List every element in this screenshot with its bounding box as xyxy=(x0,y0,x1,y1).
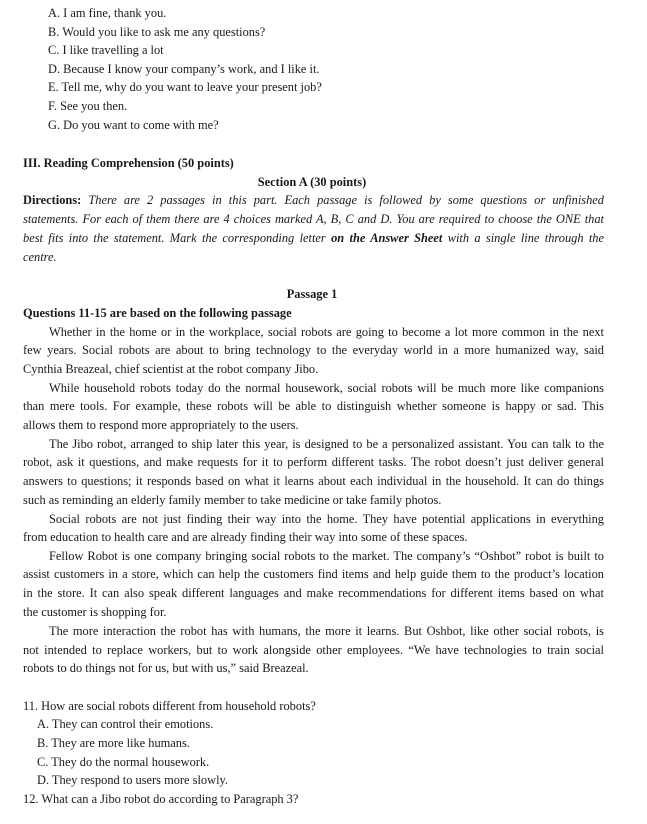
passage-line: While household robots today do the normal housework, social robots will be much more like companions xyxy=(49,381,604,395)
passage-line: robots to do things not for us, but with us,” said Breazeal. xyxy=(23,661,309,675)
passage-line: Social robots are not just finding their way into the home. They have potential applications in everything xyxy=(49,512,604,526)
passage-line: robot, ask it questions, and make requests for it to perform different tasks. The robot doesn’t just deliver general xyxy=(23,455,604,469)
question-11-choice-d: D. They respond to users more slowly. xyxy=(37,773,228,787)
dialogue-option-f: F. See you then. xyxy=(48,99,128,113)
dialogue-option-g: G. Do you want to come with me? xyxy=(48,118,219,132)
passage-line: Fellow Robot is one company bringing social robots to the market. The company’s “Oshbot” robot is built to xyxy=(49,549,604,563)
passage-line: not intended to replace workers, but to work alongside other employees. “We have technologies to train social xyxy=(23,643,604,657)
question-11-choice-a: A. They can control their emotions. xyxy=(37,717,214,731)
directions-label: Directions: xyxy=(23,193,82,207)
dialogue-option-b: B. Would you like to ask me any questions? xyxy=(48,25,266,39)
question-11-choice-c: C. They do the normal housework. xyxy=(37,755,210,769)
passage-line: assist customers in a store, which can help the customers find items and help guide them to the product’s location xyxy=(23,567,604,581)
section-a-title: Section A (30 points) xyxy=(257,175,367,189)
directions-line-4: centre. xyxy=(23,250,57,264)
section-heading: III. Reading Comprehension (50 points) xyxy=(23,156,234,170)
passage-title: Passage 1 xyxy=(286,287,338,301)
directions-text-3b: with a single line through the xyxy=(447,231,604,245)
passage-line: The Jibo robot, arranged to ship later this year, is designed to be a personalized assistant. You can talk to the xyxy=(49,437,604,451)
questions-intro: Questions 11-15 are based on the following passage xyxy=(23,306,292,320)
passage-line: the customer is shopping for. xyxy=(23,605,167,619)
dialogue-option-d: D. Because I know your company’s work, and I like it. xyxy=(48,62,320,76)
question-11-stem: 11. How are social robots different from household robots? xyxy=(23,699,316,713)
passage-line: from education to health care and are already finding their way into some of these spaces. xyxy=(23,530,468,544)
directions-line-3 xyxy=(23,231,604,246)
passage-line: allows them to respond more appropriately to the users. xyxy=(23,418,299,432)
passage-line: in the store. It can also speak different languages and make recommendations for different items based on what xyxy=(23,586,604,600)
directions-line-1 xyxy=(23,193,604,208)
directions-answer-sheet: on the Answer Sheet xyxy=(331,231,443,245)
passage-line: Whether in the home or in the workplace, social robots are going to become a lot more common in the next xyxy=(49,325,604,339)
passage-line: such as reminding an elderly family member to take medicine or take family photos. xyxy=(23,493,442,507)
passage-line: few years. Social robots are about to bring technology to the everyday world in a more humanized way, said xyxy=(23,343,604,357)
directions-text-1: There are 2 passages in this part. Each passage is followed by some questions or unfinished xyxy=(88,193,604,207)
question-11-choice-b: B. They are more like humans. xyxy=(37,736,190,750)
passage-line: Cynthia Breazeal, chief scientist at the robot company Jibo. xyxy=(23,362,319,376)
passage-line: answers to questions; it responds based on what it learns about each individual in the household. It can do things xyxy=(23,474,604,488)
dialogue-option-c: C. I like travelling a lot xyxy=(48,43,164,57)
dialogue-option-e: E. Tell me, why do you want to leave your present job? xyxy=(48,80,322,94)
passage-line: than mere tools. For example, these robots will be able to distinguish whether someone is happy or sad. This xyxy=(23,399,604,413)
passage-line: The more interaction the robot has with humans, the more it learns. But Oshbot, like other social robots, is xyxy=(49,624,604,638)
question-12-stem: 12. What can a Jibo robot do according to Paragraph 3? xyxy=(23,792,299,806)
directions-line-2: statements. For each of them there are 4 choices marked A, B, C and D. You are required to choose the ONE that xyxy=(23,212,604,226)
dialogue-option-a: A. I am fine, thank you. xyxy=(48,6,167,20)
directions-text-3a: best fits into the statement. Mark the corresponding letter xyxy=(23,231,326,245)
